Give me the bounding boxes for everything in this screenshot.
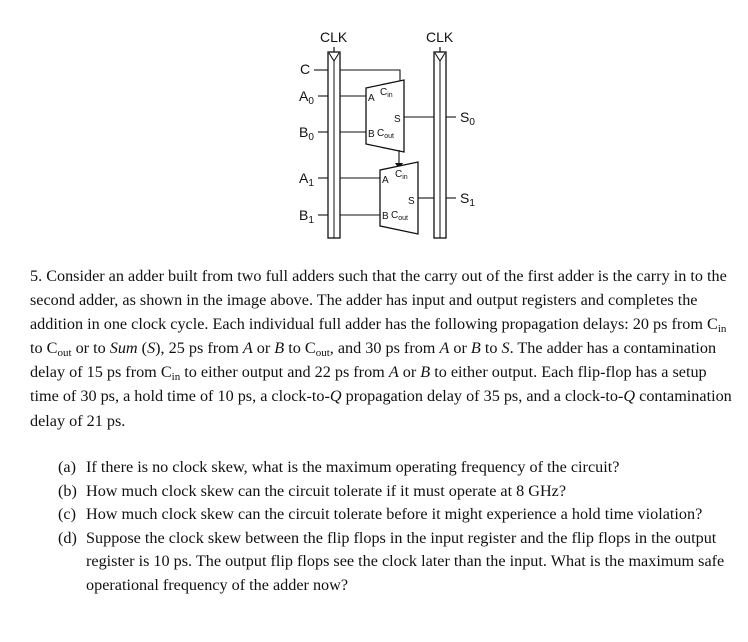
question-part — [58, 456, 738, 480]
fa1-cout-label: $C_{out}$ — [391, 210, 408, 222]
question-parts — [58, 456, 738, 598]
output-s0-label: $S_0$ — [460, 109, 475, 128]
fa0-cout-label: $C_{out}$ — [377, 128, 394, 140]
input-a1-label: $A_1$ — [299, 170, 314, 189]
clk-label-left: CLK — [320, 29, 348, 45]
part-label: (b) — [58, 481, 77, 500]
input-a0-label: $A_0$ — [299, 88, 314, 107]
part-label: (c) — [58, 505, 76, 524]
circuit-diagram — [0, 0, 748, 260]
fa1-cin-label: $C_{in}$ — [395, 169, 408, 181]
question-part — [58, 480, 738, 504]
question-part — [58, 503, 738, 527]
part-label: (a) — [58, 458, 76, 476]
fa1-a-label: A — [382, 175, 389, 186]
part-text: How much clock skew can the circuit tolerate if it must operate at 8 GHz? — [86, 481, 567, 500]
fa0-s-label: S — [394, 114, 401, 125]
fa0-b-label: B — [368, 129, 375, 140]
input-b0-label: $B_0$ — [299, 124, 314, 143]
part-text: If there is no clock skew, what is the maximum operating frequency of the circuit? — [86, 458, 620, 476]
part-label: (d) — [58, 528, 77, 547]
fa1-s-label: S — [408, 196, 415, 207]
part-text: How much clock skew can the circuit tolerate before it might experience a hold time violation? — [86, 505, 703, 524]
question-part — [58, 527, 738, 598]
input-b1-label: $B_1$ — [299, 207, 314, 226]
problem-statement: 5. Consider an adder built from two full adders such that the carry out of the first adder is the carry in to the second adder, as shown in the image above. The adder has input and output registers and completes the addition in one clock cycle. Each individual full adder has the following propagation delays: 20 ps from $C_{in}$ to $C_{out}$ or to Sum (S), 25 ps from A or B to $C_{out}$, and 30 ps from A or B to S. The adder has a contamination delay of 15 ps from $C_{in}$ to either output and 22 ps from A or B to either output. Each flip-flop has a setup time of 30 ps, a hold time of 10 ps, a clock-to-Q propagation delay of 35 ps, and a clock-to-Q contamination delay of 21 ps. — [30, 267, 732, 430]
fa1-b-label: B — [382, 211, 389, 222]
fa0-a-label: A — [368, 93, 375, 104]
clk-label-right: CLK — [426, 29, 454, 45]
fa0-cin-label: $C_{in}$ — [380, 87, 393, 99]
part-text: Suppose the clock skew between the flip flops in the input register and the flip flops in the output register is 10 ps. The output flip flops see the clock later than the input. What is the maximum safe operational frequency of the adder now? — [86, 528, 725, 594]
output-s1-label: $S_1$ — [460, 190, 475, 209]
input-c-label: C — [300, 61, 311, 77]
